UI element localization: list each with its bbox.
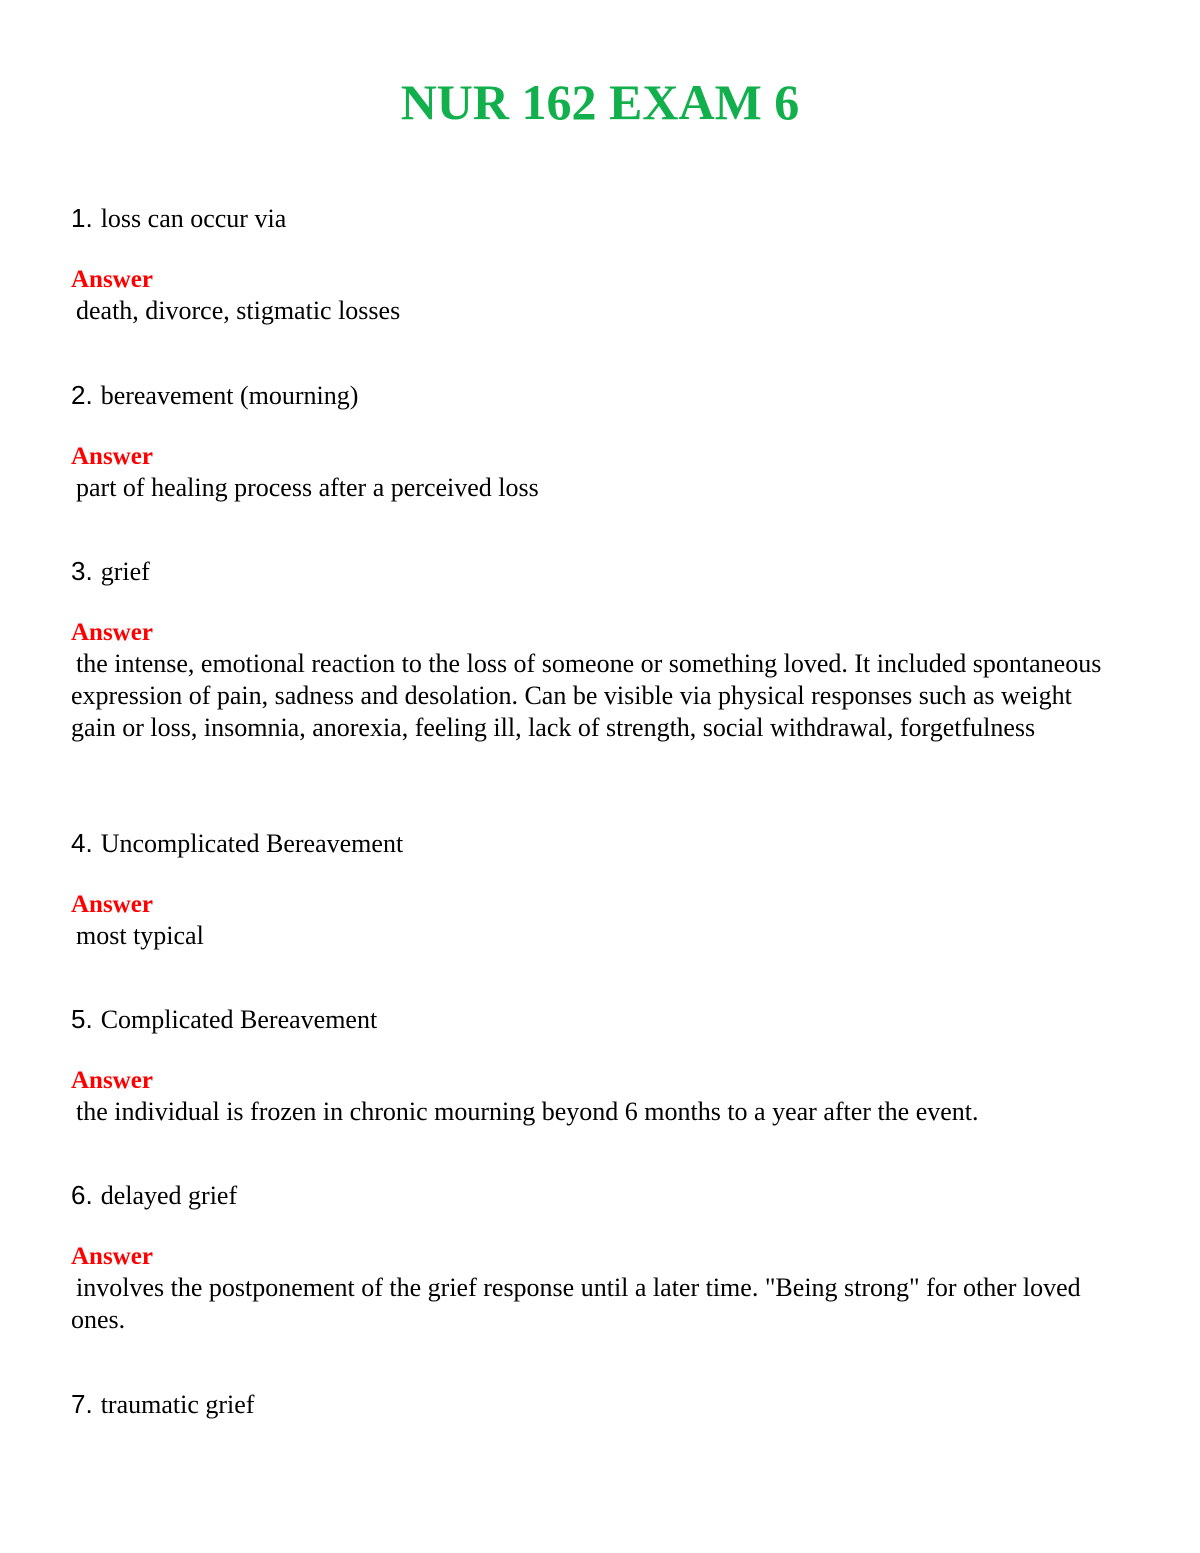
question [71, 827, 1121, 860]
question-text: Complicated Bereavement [100, 1005, 378, 1034]
question [71, 379, 1121, 412]
question-text: Uncomplicated Bereavement [100, 829, 404, 858]
answer-text: part of healing process after a perceived loss [76, 473, 539, 502]
question-text: grief [100, 557, 150, 586]
answer-text: most typical [76, 921, 204, 950]
question-number: 2. [71, 380, 93, 410]
question-text: bereavement (mourning) [100, 381, 359, 410]
question [71, 1003, 1121, 1036]
answer-label: Answer [71, 266, 153, 293]
question [71, 1179, 1121, 1212]
question-number: 3. [71, 556, 93, 586]
question-number: 5. [71, 1004, 93, 1034]
answer-text: the intense, emotional reaction to the loss of someone or something loved. It included spontaneous expression of pain, sadness and desolation. Can be visible via physical responses such as weight gain or loss, insomnia, anorexia, feeling ill, lack of strength, social withdrawal, forgetfulness [71, 649, 1102, 742]
answer-text: death, divorce, stigmatic losses [76, 296, 401, 325]
question-number: 1. [71, 203, 93, 233]
question [71, 1388, 1121, 1421]
answer-label: Answer [71, 891, 153, 918]
qa-item-4 [71, 827, 1121, 952]
qa-item-6 [71, 1179, 1121, 1336]
page-title: NUR 162 EXAM 6 [400, 74, 800, 130]
answer-label: Answer [71, 619, 153, 646]
question [71, 202, 1121, 235]
qa-item-2 [71, 379, 1121, 504]
qa-item-3 [71, 555, 1121, 744]
answer-text: the individual is frozen in chronic mourning beyond 6 months to a year after the event. [76, 1097, 979, 1126]
question-text: traumatic grief [100, 1390, 255, 1419]
answer-label: Answer [71, 443, 153, 470]
qa-item-1 [71, 202, 1121, 327]
answer-label: Answer [71, 1067, 153, 1094]
answer-label: Answer [71, 1243, 153, 1270]
question-text: loss can occur via [100, 204, 287, 233]
question-number: 6. [71, 1180, 93, 1210]
question-number: 4. [71, 828, 93, 858]
question-number: 7. [71, 1389, 93, 1419]
answer-text: involves the postponement of the grief response until a later time. "Being strong" for other loved ones. [71, 1273, 1081, 1334]
question-text: delayed grief [100, 1181, 238, 1210]
qa-item-7 [71, 1388, 1121, 1421]
qa-item-5 [71, 1003, 1121, 1128]
question [71, 555, 1121, 588]
